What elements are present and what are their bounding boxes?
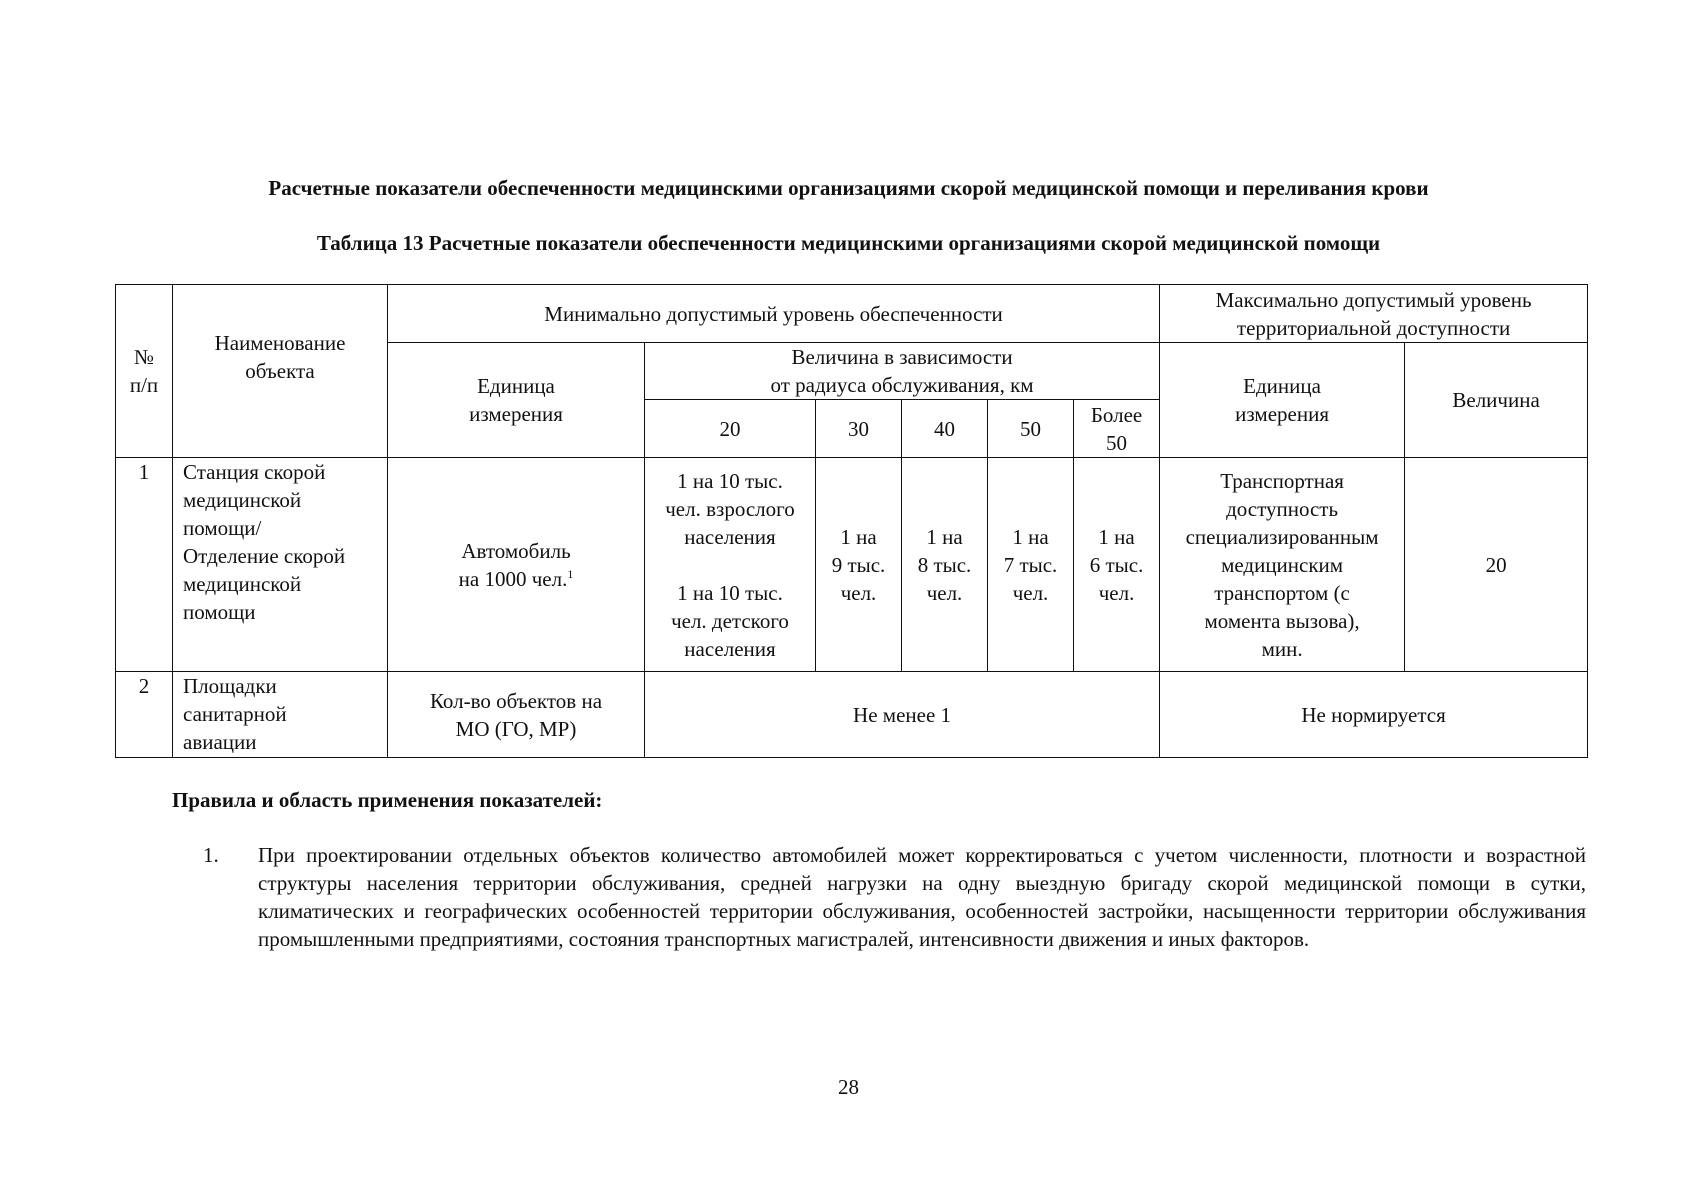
header-min-level: Минимально допустимый уровень обеспеченности xyxy=(388,285,1160,343)
table-row xyxy=(116,458,1588,672)
table-title: Таблица 13 Расчетные показатели обеспеченности медицинскими организациями скорой медицинской помощи xyxy=(316,231,1381,255)
rules-heading: Правила и область применения показателей: xyxy=(172,788,603,812)
row-unit: Кол-во объектов на МО (ГО, МР) xyxy=(388,672,645,758)
row-unit: Автомобиль на 1000 чел.$^1$ xyxy=(388,458,645,672)
header-num: № п/п xyxy=(116,285,173,458)
footnote-marker: 1 xyxy=(567,566,574,581)
row-value-radius-more50: 1 на 6 тыс. чел. xyxy=(1074,458,1160,672)
header-radius-30: 30 xyxy=(816,400,902,458)
row-max-value: 20 xyxy=(1405,458,1588,672)
header-radius-50: 50 xyxy=(988,400,1074,458)
header-radius-more50: Более 50 xyxy=(1074,400,1160,458)
row-name: Площадки санитарной авиации xyxy=(173,672,388,758)
header-unit: Единица измерения xyxy=(388,343,645,458)
header-name: Наименование объекта xyxy=(173,285,388,458)
row-name: Станция скорой медицинской помощи/ Отделение скорой медицинской помощи xyxy=(173,458,388,672)
header-radius-40: 40 xyxy=(902,400,988,458)
row-num: 1 xyxy=(116,458,173,672)
row-value-radius-30: 1 на 9 тыс. чел. xyxy=(816,458,902,672)
header-radius-20: 20 xyxy=(645,400,816,458)
header-max-value: Величина xyxy=(1405,343,1588,458)
header-value-by-radius: Величина в зависимости от радиуса обслуживания, км xyxy=(645,343,1160,400)
row-value-radius-50: 1 на 7 тыс. чел. xyxy=(988,458,1074,672)
rule-item-text: При проектировании отдельных объектов количество автомобилей может корректироваться с учетом численности, плотности и возрастной структуры населения территории обслуживания, средней нагрузки на одну выездную бригаду скорой медицинской помощи в сутки, климатических и географических особенностей территории обслуживания, особенностей застройки, насыщенности территории обслуживания промышленными предприятиями, состояния транспортных магистралей, интенсивности движения и иных факторов. xyxy=(258,843,1586,951)
row-min-value: Не менее 1 xyxy=(645,672,1160,758)
header-max-unit: Единица измерения xyxy=(1160,343,1405,458)
row-value-radius-40: 1 на 8 тыс. чел. xyxy=(902,458,988,672)
provision-table xyxy=(115,284,1588,758)
header-row-1 xyxy=(116,285,1588,343)
row-value-radius-20: 1 на 10 тыс. чел. взрослого населения 1 на 10 тыс. чел. детского населения xyxy=(645,458,816,672)
row-max-unit: Транспортная доступность специализированным медицинским транспортом (с момента вызова), мин. xyxy=(1160,458,1405,672)
page-number: 28 xyxy=(838,1075,859,1099)
row-max-value: Не нормируется xyxy=(1160,672,1588,758)
section-title: Расчетные показатели обеспеченности медицинскими организациями скорой медицинской помощи и переливания крови xyxy=(268,176,1429,200)
header-max-level: Максимально допустимый уровень территориальной доступности xyxy=(1160,285,1588,343)
rule-item-number: 1. xyxy=(203,843,219,867)
table-row xyxy=(116,672,1588,758)
row-num: 2 xyxy=(116,672,173,758)
